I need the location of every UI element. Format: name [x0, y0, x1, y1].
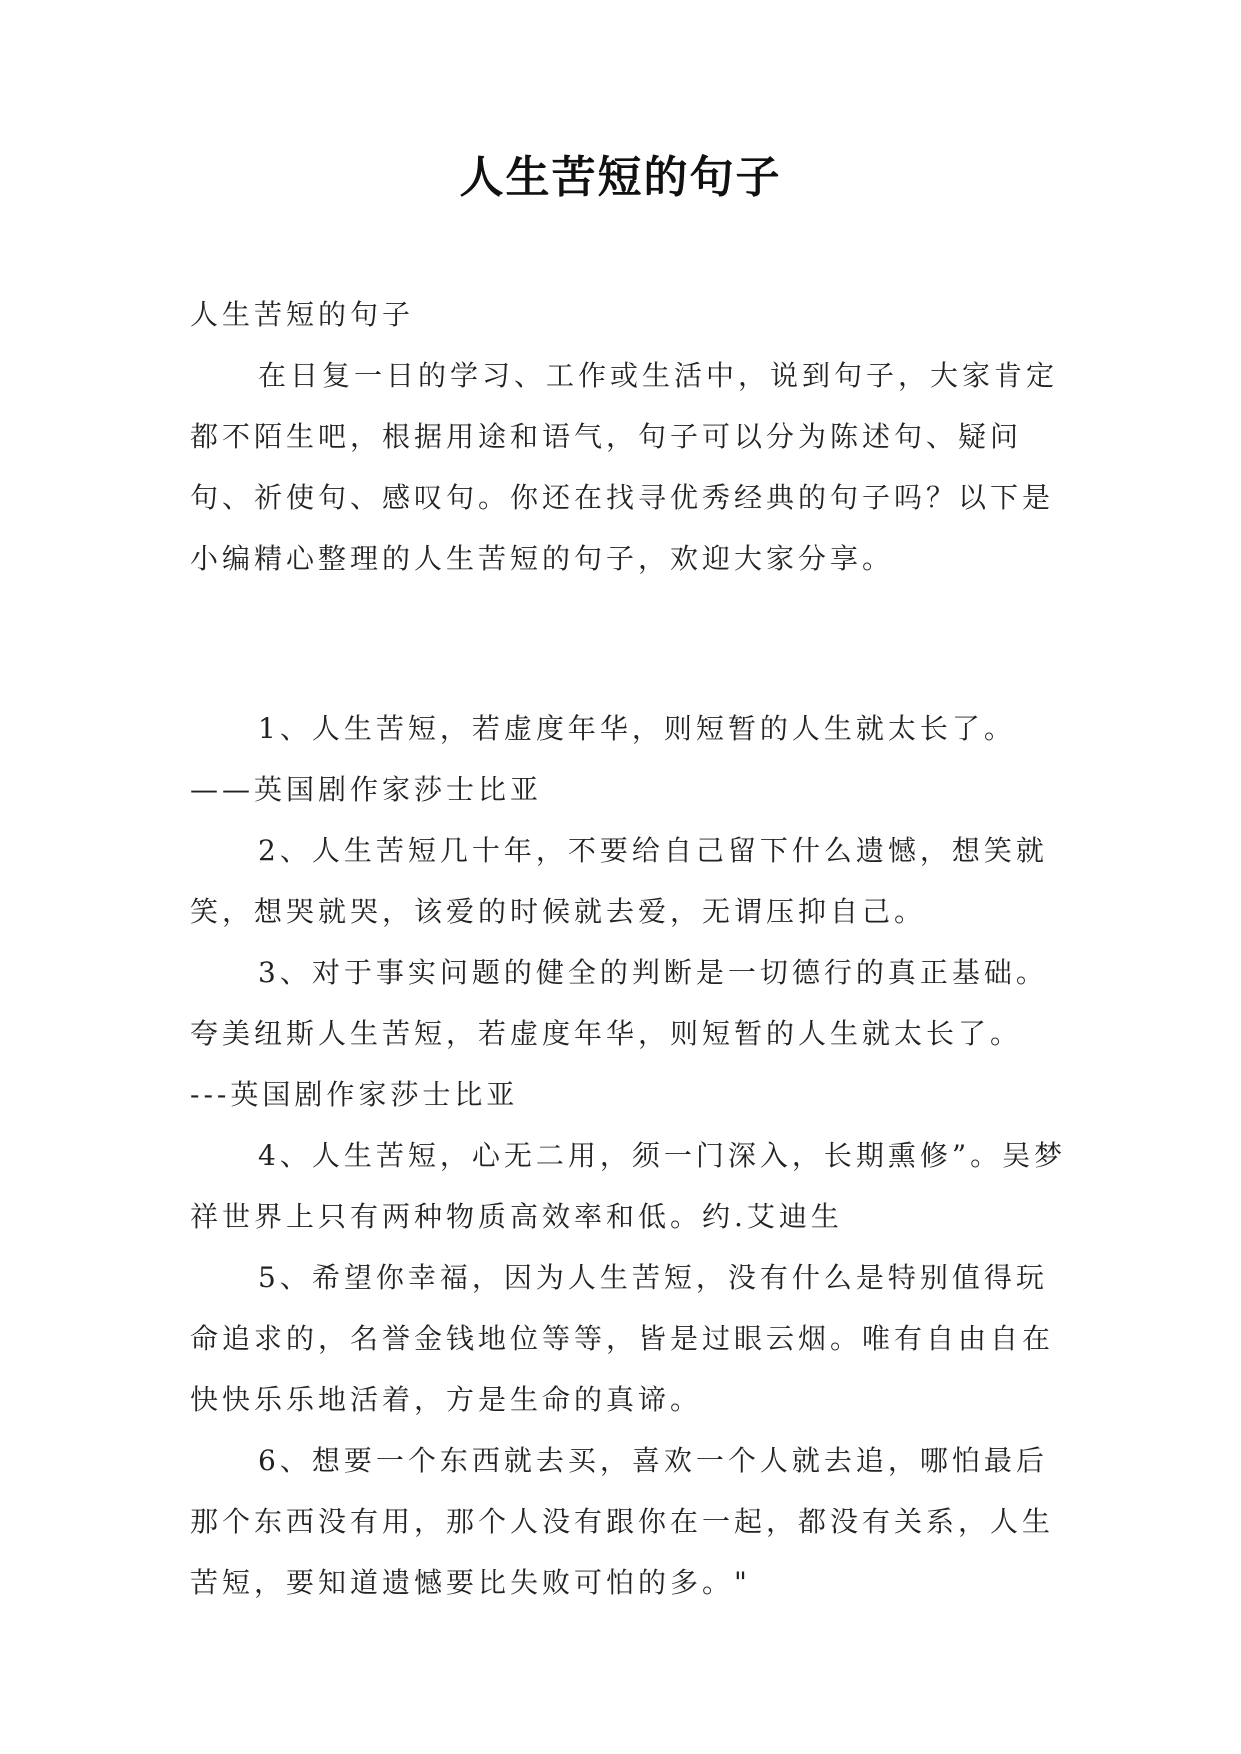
quote-item-2-text: 2、人生苦短几十年，不要给自己留下什么遗憾，想笑就笑，想哭就哭，该爱的时候就去爱，无谓压抑自己。: [190, 834, 1048, 928]
quote-item-3-text: 3、对于事实问题的健全的判断是一切德行的真正基础。夸美纽斯人生苦短，若虚度年华，则短暂的人生就太长了。: [190, 956, 1048, 1050]
quote-item-3: [190, 942, 1070, 1125]
quote-item-4-text: 4、人生苦短，心无二用，须一门深入，长期熏修”。吴梦祥世界上只有两种物质高效率和低。约.艾迪生: [190, 1139, 1067, 1233]
quote-item-1-attribution: ——英国剧作家莎士比亚: [190, 773, 543, 806]
quote-item-5: [190, 1247, 1070, 1430]
document-title: 人生苦短的句子: [459, 152, 782, 203]
quote-item-5-text: 5、希望你幸福，因为人生苦短，没有什么是特别值得玩命追求的，名誉金钱地位等等，皆是过眼云烟。唯有自由自在快快乐乐地活着，方是生命的真谛。: [190, 1261, 1055, 1416]
quote-list: [190, 698, 1070, 1613]
document-subtitle: 人生苦短的句子: [190, 298, 415, 331]
intro-paragraph: 在日复一日的学习、工作或生活中，说到句子，大家肯定都不陌生吧，根据用途和语气，句子可以分为陈述句、疑问句、祈使句、感叹句。你还在找寻优秀经典的句子吗？以下是小编精心整理的人生苦短的句子，欢迎大家分享。: [190, 359, 1059, 575]
quote-item-6-text: 6、想要一个东西就去买，喜欢一个人就去追，哪怕最后那个东西没有用，那个人没有跟你在一起，都没有关系，人生苦短，要知道遗憾要比失败可怕的多。": [190, 1444, 1055, 1599]
quote-item-1-text: 1、人生苦短，若虚度年华，则短暂的人生就太长了。: [258, 712, 1016, 745]
quote-item-3-attribution: ---英国剧作家莎士比亚: [190, 1078, 519, 1111]
quote-item-2: [190, 820, 1070, 942]
quote-item-6: [190, 1430, 1070, 1613]
quote-item-1: [190, 698, 1070, 820]
quote-item-4: [190, 1125, 1070, 1247]
